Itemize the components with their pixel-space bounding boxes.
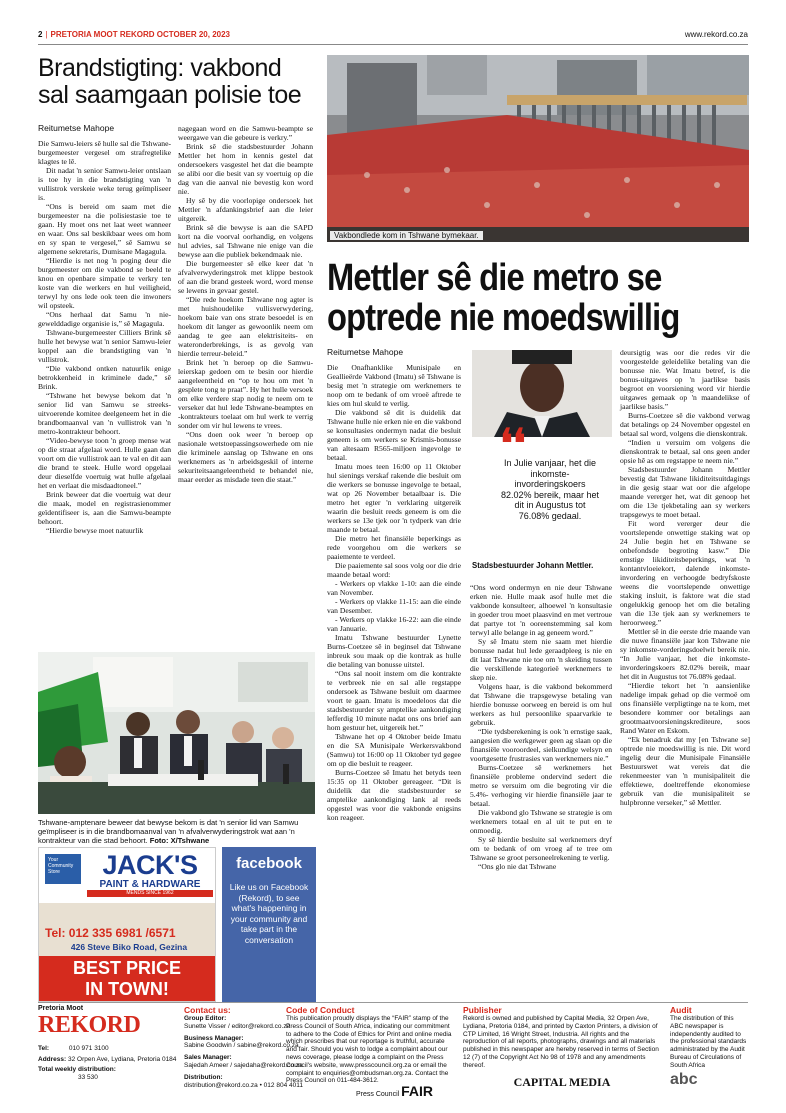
article-paragraph: “Hierdie bewyse moet natuurlik [46,526,144,535]
article2-column-1 [327,348,461,822]
article-paragraph: “Ons herhaal dat Samu 'n nie-gewelddadige organisie is,” sê Magagula. [38,310,171,328]
article-paragraph: Volgens haar, is die vakbond bekommerd dat Tshwane die trapsgewyse betaling van hierdie bonusse oorweeg en bereid is om hul werkers as hul persoonlike spaarvarkie te gebruik. [470,682,612,727]
article-paragraph: Stadsbestuurder Johann Mettler bevestig dat Tshwane likiditeitsuitdagings in die gesig staar wat oor die afgelope maande vererger het, wat dit genoop het om die 13e tjekbetaling aan sy werkers trapsgewys te moet betaal. [620,465,750,519]
mettler-portrait-illustration [472,350,612,437]
article-paragraph: Die Samwu-leiers sê hulle sal die Tshwane-burgemeester vergesel om strafregtelike klagtes te lê. [38,139,171,166]
article1-column-1 [38,124,171,535]
facebook-brand: facebook [236,855,302,872]
union-crowd-illustration [327,55,749,242]
article-paragraph: Brink beweer dat die voertuig wat deur die maak, model en registrasienommer geïdentifiseer is, aan die Samwu-beampte behoort. [38,490,171,526]
portrait-caption: Stadsbestuurder Johann Mettler. [472,561,594,570]
pull-quote: ❛❛ In Julie vanjaar, het die inkomste-invorderingskoers 82.02% bereik, maar het dit in Augustus tot 76.08% gedaal. [500,422,600,521]
quote-mark-icon: ❛❛ [500,422,526,466]
article-paragraph: “Ek benadruk dat my [en Tshwane se] optrede nie moedswillig is nie. Dit word ingelig deur die Munisipale Finansiële Bestuurswet wat vereis dat die rekenmeester van 'n munisipaliteit die effektiewe, doeltreffende ekonomiese gebruik van die munisipaliteit se hulpbronne verseker,” sê Mettler. [620,735,750,807]
article-paragraph: Burns-Coetzee sê Imatu het betyds teen 15:35 op 11 Oktober gereageer. “Dit is duidelik dat die stadsbestuurder se amptelike aankondiging lank al reeds opgestel was voor die vakbonde enigsins kon reageer. [327,768,461,822]
article-paragraph: Sy sê hierdie besluite sal werknemers dryf om te bedank of om vroeg af te tree om Tshwane se groot personeelrekening te verlig. [470,835,612,862]
article-paragraph: Brink sê die stadsbestuurder Johann Mettler het hom in kennis gestel dat ondersoekers vasgestel het dat die beampte se alibi oor die besit van sy voertuig op die dag van die aanval nie bevestig kon word nie. [178,142,313,196]
photo-credit: Foto: X/Tshwane [149,836,210,845]
jacks-paint-advert[interactable] [38,847,216,1002]
rekord-logo: REKORD [38,1011,141,1038]
article-paragraph: Mettler sê in die eerste drie maande van die nuwe finansiële jaar kon Tshwane nie sy inkomste-vorderingsdoelwit bereik nie. “In Julie vanjaar, het die inkomste-invorderingskoers 82.02% bereik, maar het dit in Augustus tot 76.08% gedaal. [620,627,750,681]
jacks-address: 426 Steve Biko Road, Gezina [70,942,188,952]
article-paragraph: Burns-Coetzee sê die vakbond verwag dat betalings op 24 November opgestel en betaal sal word, volgens die dienskontrak. [620,411,750,438]
article-paragraph: Imatu Tshwane bestuurder Lynette Burns-Coetzee sê in beginsel dat Tshwane inbreuk sou maak op die kontrak as hulle die betaling van bonusse uitstel. [327,633,461,669]
jacks-since: MENDS SINCE 1962 [87,890,213,897]
publication-name: PRETORIA MOOT REKORD [50,30,155,39]
footer-masthead: Pretoria Moot REKORD Tel: 010 971 3100 Address: 32 Orpen Ave, Lydiana, Pretoria 0184 Total weekly distribution: 33 530 [38,1005,177,1082]
article-paragraph: - Werkers op vlakke 16-22: aan die einde van Januarie. [327,615,461,633]
article-paragraph: nagegaan word en die Samwu-beampte se weergawe van die gebeure is verkry.” [178,124,313,142]
article-paragraph: “Ons word ondermyn en nie deur Tshwane erken nie. Hulle maak asof hulle met die vakbonde konsulteer, alhoewel 'n konsultasie in goeder trou moet plaasvind en met vertroue dat partye tot 'n ooreenstemming sal kom terwyl alle belange in ag geneem word.” [470,583,612,637]
article-paragraph: “Die tydsberekening is ook 'n ernstige saak, aangesien die werkgewer geen ag slaan op die finansiële vooroordeel, sielkundige welsyn en voortgesette frustrasies van werknemers nie.” [470,727,612,763]
article-paragraph: “Hierdie tekort het 'n aansienlike nadelige impak gehad op die vermoë om ons finansiële verpligtinge na te kom, met besondere kommer oor betalings aan grootmaatvoorsieningskrediteure, soos Rand Water en Eskom. [620,681,750,735]
mettler-portrait-photo [472,350,612,437]
article2-column-3 [620,348,750,807]
press-council-fair-logo: Press Council FAIR [356,1083,434,1100]
article-paragraph: Die vakbond sê dit is duidelik dat Tshwane hulle nie erken nie en die vakbond se konsultasies ondermyn nadat die besluit geneem is om werkers se Krismis-bonusse van altesaam R565-miljoen ingevolge te betaal. [327,408,461,462]
issue-date: OCTOBER 20, 2023 [156,30,230,39]
website-link[interactable]: www.rekord.co.za [684,30,748,39]
article-paragraph: “Die rede hoekom Tshwane nog agter is met huishoudelike vullisverwydering, hoekom baie van ons strate besoedel is en hoekom dit langer as gewoonlik neem om aandag te gee aan elektrisiteits- en wateronderbrekings, is as gevolg van hierdie terreur-beleid.” [178,295,313,358]
article-paragraph: Tshwane het op 4 Oktober beide Imatu en die SA Munisipale Werkersvakbond (Samwu) tot 16:00 op 11 Oktober tyd gegee om op die besluit te reageer. [327,732,461,768]
article-paragraph: - Werkers op vlakke 1-10: aan die einde van November. [327,579,461,597]
header-rule [38,44,748,45]
top-photo-caption: Vakbondlede kom in Tshwane bymekaar. [330,231,483,240]
article-paragraph: Fit word vererger deur die voortslepende onwettige staking wat op 24 Julie begin het en Tshwane se onbefondsde begroting kasw.” Die ernstige likiditeitsbeperkings, wat 'n kontantvloeiekort, dalende inkomste-invordering en verhoogde bedryfskoste weens die voortslepende onwettige staking insluit, is faktore wat die stad ongelukkig genoop het om die betaling van die 13e tjek aan sy werknemers te heroorweeg.” [620,519,750,627]
press-conference-photo [38,652,315,814]
article1-column-2 [178,124,313,484]
article-paragraph: “Ons doen ook weer 'n beroep op nasionale wetstoepassingsowerhede om nie die kriminele aanslag op Tshwane en ons werknemers as 'n arbeidsgeskil of interne sekuriteitsaangeleentheid te behandel nie, maar eerder as misdade teen die staat.” [178,430,313,484]
article-paragraph: “Ons sal nooit instem om die kontrakte te verbreek nie en sal alle regstappe ondersoek as Tshwane besluit om daarmee voort te gaan. Imatu is moedeloos dat die stadsbestuurder sy amptelike aankondiging lefferdig 10 minute nadat ons ons brief aan hom gestuur het, uitgereik het.” [327,669,461,732]
footer-rule [38,1002,748,1003]
article-paragraph: Dit nadat 'n senior Samwu-leier ontslaan is toe hy in die brandstigting van 'n vullistrok verskeie weke terug geïmpliseer is. [38,166,171,202]
article-paragraph: “Tshwane het bewyse bekom dat 'n senior lid van Samwu se streeks-uitvoerende komitee deelgeneem het in die brandbomaanval van 'n vullistrok van 'n metro-kontrakteur behoort. [38,391,171,436]
article-paragraph: “Die vakbond ontken natuurlik enige betrokkenheid in kriminele dade,” sê Brink. [38,364,171,391]
business-manager-email[interactable]: Sabine Goodwin / sabine@rekord.co.za [184,1042,299,1050]
article-paragraph: Die metro het finansiële beperkings as rede voorgehou om die werkers se paaiemente te verdeel. [327,534,461,561]
abc-logo: abc [670,1070,698,1088]
sales-manager-email[interactable]: Sajedah Ameer / sajedaha@rekord.co.za [184,1061,303,1069]
article-paragraph: “Ons glo nie dat Tshwane [478,862,557,871]
article2-column-2 [470,583,612,871]
article1-headline: Brandstigting: vakbond sal saamgaan polisie toe [38,54,302,109]
facebook-text: Like us on Facebook (Rekord), to see what's happening in your community and take part in the conversation [229,882,309,945]
press-conference-illustration [38,652,315,814]
jacks-brand: JACK'S [102,850,198,880]
jacks-tagline-badge: Your Community Store [45,854,81,884]
article1-byline: Reitumetse Mahope [38,123,115,133]
article-paragraph: “Ons is bereid om saam met die burgemeester na die polisiestasie toe te gaan. Hy moet ons net laat weet wanneer en waar. Ons sal beskikbaar wees om hom en sy span te vergesel,” sê Samwu se algemene sekretaris, Dumisane Magagula. [38,202,171,256]
article2-byline: Reitumetse Mahope [327,347,404,357]
distribution-email[interactable]: distribution@rekord.co.za • 012 804 4011 [184,1081,303,1089]
page-number: 2 [38,30,43,39]
article-paragraph: Die burgemeester sê elke keer dat 'n afvalverwyderingstrok met klippe bestook of aan die brand gesteek word, word mense se lewens in gevaar gestel. [178,259,313,295]
capital-media-logo: CAPITAL MEDIA [513,1074,611,1089]
page-footer [38,1005,748,1103]
article-paragraph: Burns-Coetzee sê werknemers het finansiële probleme ondervind sedert die metro se versuim om die begroting vir die 5.4%- verhoging vir hierdie finansiële jaar te betaal. [470,763,612,808]
article-paragraph: Die vakbond glo Tshwane se strategie is om werknemers totaal en al uit te put en te onmoedig. [470,808,612,835]
article-paragraph: “Indien u versuim om volgens die dienskontrak te betaal, sal ons geen ander opsie hê as om regstappe te neem nie.” [620,438,750,465]
article-paragraph: Brink het 'n beroep op die Samwu-leierskap gedoen om te besin oor hierdie aangeleentheid en “op te hou om met 'n gesplete tong te praat”. Hy het hulle versoek om elke verdere stap nodig te neem om te verseker dat hul lede Tshwane-beamptes en -kontrakteurs toelaat om hul werk te verrig sonder om vir hul lewens te vrees. [178,358,313,430]
footer-audit: Audit The distribution of this ABC newspaper is independently audited to the professional standards administrated by the Audit Bureau of Circulations of South Africa abc [670,1005,747,1088]
article1-photo-caption: Tshwane-amptenare beweer dat bewyse bekom is dat 'n senior lid van Samwu geïmpliseer is in die brandbomaanval van 'n afvalverwyderingstrok wat aan 'n kontrakteur van die stad behoort. Foto: X/Tshwane [38,818,299,845]
article-paragraph: Die Onafhanklike Munisipale en Geallieërde Vakbond (Imatu) sê Tshwane is besig met 'n strategie om werknemers te noop om te bedank of om vroeë aftrede te kies om hul skuld te verlig. [327,363,461,408]
article-paragraph: Die paaiemente sal soos volg oor die drie maande betaal word: [327,561,461,579]
group-editor-email[interactable]: Sunette Visser / editor@rekord.co.za [184,1022,291,1030]
article2-headline: Mettler sê die metro se optrede nie moedswillig [327,257,680,339]
header-left: 2 | PRETORIA MOOT REKORD OCTOBER 20, 2023 [38,30,230,39]
footer-publisher: Publisher Rekord is owned and published by Capital Media, 32 Orpen Ave, Lydiana, Pretoria 0184, and printed by Caxton Printers, a division of CTP Limited, 16 Wright Street, Industria. All rights and the reproduction of all reports, photographs, drawings and all materials published in this newspaper are hereby reserved in terms of Section 12 (7) of the Copyright Act No 98 of 1978 and any amendments thereof. CAPITAL MEDIA [463,1005,661,1089]
footer-code-of-conduct: Code of Conduct This publication proudly displays the “FAIR” stamp of the Press Council of South Africa, indicating our commitment to adhere to the Code of Ethics for Print and online media which prescribes that our reportage is truthful, accurate and fair. Should you wish to lodge a complaint about our news coverage, please lodge a complaint on the Press Council's website, www.presscouncil.org.za or email the complaint to enquiries@ombudsman.org.za. Contact the Press Council on 011-484-3612. Press Council FAIR [286,1005,456,1099]
article-paragraph: “Video-bewyse toon 'n groep mense wat op die straat afgelaai word. Hulle gaan dan voort om die vullistrok aan te val en dit aan die brand te steek. Hulle word opgelaai deur dieselfde voertuig wat hulle afgelaai het en verlaat die misdaadtoneel.” [38,436,171,490]
article-paragraph: Imatu moes teen 16:00 op 11 Oktober hul sienings verskaf rakende die besluit om die werkers se bonusse ingevolge te betaal, wat op 26 November betaalbaar is. Die metro het egter 'n verklaring uitgereik waarin die besluit reeds geneem is om die werkers se 13e tjek oor 'n tydperk van drie maande te betaal. [327,462,461,534]
article-paragraph: deursigtig was oor die redes vir die voorgestelde geleidelike betaling van die bonusse nie. Wat Imatu betref, is die bonus-uitgawes op 'n jaarlikse basis begroot en voorsiening word vir hierdie uitgawes gemaak op 'n maandelikse of jaarlikse basis.” [620,348,750,411]
article-paragraph: - Werkers op vlakke 11-15: aan die einde van Desember. [327,597,461,615]
jacks-phone: Tel: 012 335 6981 /6571 [45,926,176,940]
article-paragraph: Sy sê Imatu stem nie saam met hierdie bonusse nadat hul lede geraadpleeg is nie en dit laat Tshwane nie toe om 'n skeiding tussen die verskillende kategorieë werknemers te skep nie. [470,637,612,682]
jacks-subtitle: PAINT & HARDWARE [99,879,201,890]
article-paragraph: Hy sê by die voorlopige ondersoek het Mettler 'n afdankingsbrief aan die leier uitgereik. [178,196,313,223]
union-crowd-photo [327,55,749,242]
footer-contact: Contact us: Group Editor: Sunette Visser / editor@rekord.co.za Business Manager: Sabine Goodwin / sabine@rekord.co.za Sales Manager: Sajedah Ameer / sajedaha@rekord.co.za Distribution: distribution@rekord.co.za • 012 804 4011 [184,1005,308,1089]
article-paragraph: Tshwane-burgemeester Cilliers Brink sê hulle het bewyse wat 'n senior Samwu-leier koppel aan die brandstigting van 'n vullistrok. [38,328,171,364]
facebook-advert[interactable] [222,847,316,1002]
article-paragraph: Brink sê die bewyse is aan die SAPD kort na die voorval oorhandig, en volgens hul advies, sal Tshwane nie enige van die bewyse aan die publiek bekendmaak nie. [178,223,313,259]
article-paragraph: “Hierdie is net nog 'n poging deur die burgemeester om die vakbond se beeld te knou en openbare simpatie te verkry ten koste van die werkers en hul veiligheid, terwyl hy ons lede ook teen die inwoners wil opsteek. [38,256,171,310]
jacks-cta: BEST PRICE IN TOWN! [39,956,215,1001]
